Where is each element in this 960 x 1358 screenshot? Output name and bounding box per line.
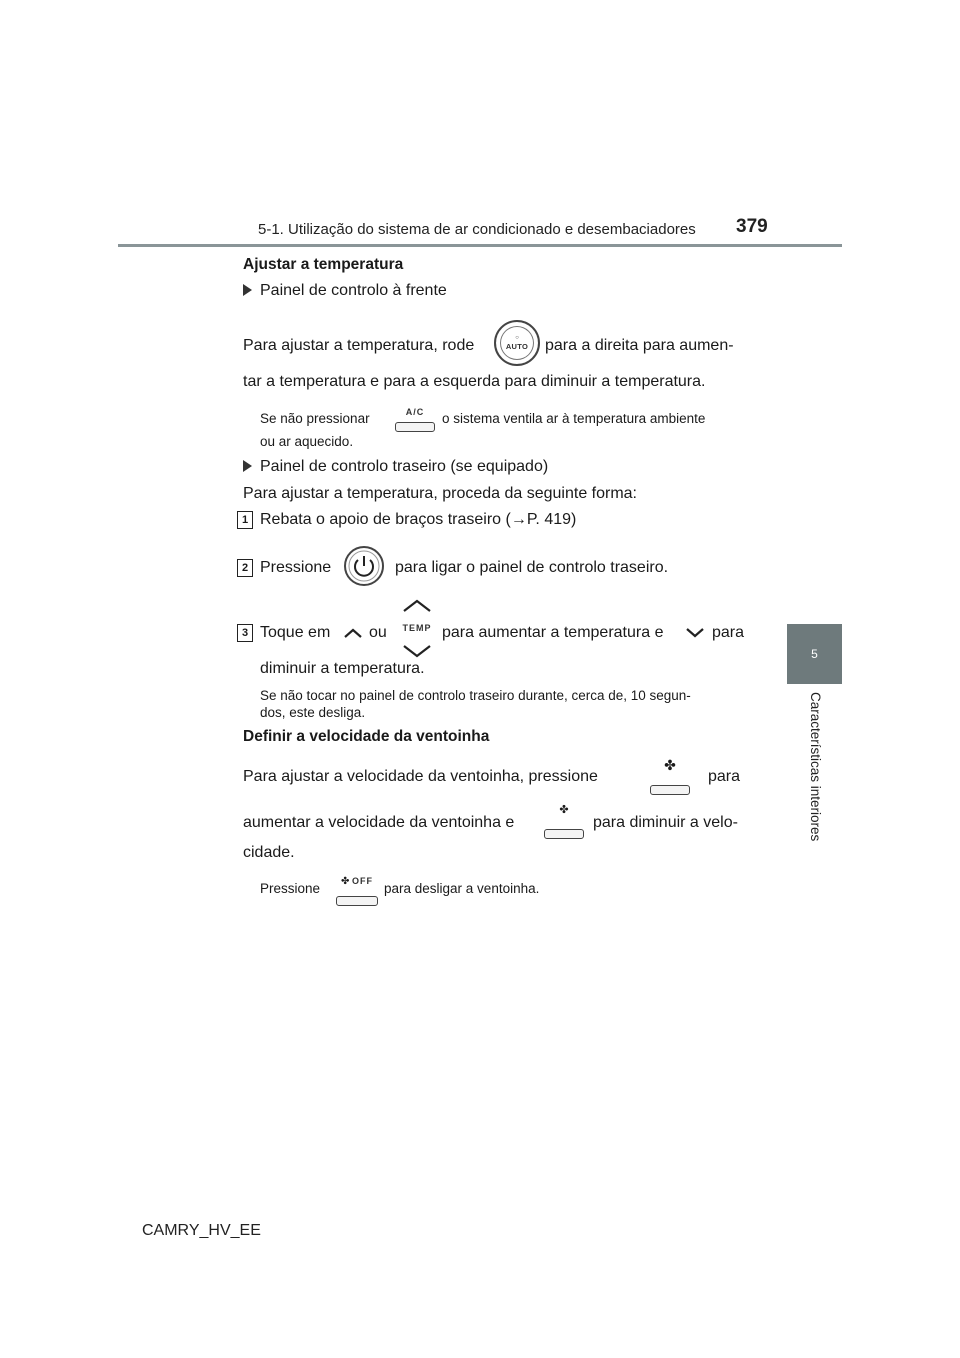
step-3-text-c: para aumentar a temperatura e (442, 624, 664, 641)
fan-line1-b: para (708, 768, 741, 785)
fan-down-button-icon (544, 803, 584, 841)
fan-icon: ✤ (664, 757, 676, 773)
step-3-text-d: para (712, 624, 745, 641)
temp-label: TEMP (402, 623, 432, 633)
fan-line3: cidade. (243, 844, 295, 861)
front-line2: tar a temperatura e para a esquerda para diminuir a temperatura. (243, 373, 706, 390)
knob-label: AUTO (505, 342, 529, 351)
note-rear-line1: Se não tocar no painel de controlo traseiro durante, cerca de, 10 segun- (260, 688, 691, 703)
power-button-icon (343, 545, 385, 587)
front-line1-b: para a direita para aumen- (545, 337, 734, 354)
chapter-title: Características interiores (808, 692, 823, 842)
step-1-text: Rebata o apoio de braços traseiro (→P. 419) (260, 511, 577, 528)
rear-intro: Para ajustar a temperatura, proceda da seguinte forma: (243, 485, 637, 502)
fan-off-button-bar (336, 896, 378, 906)
note-fan-b: para desligar a ventoinha. (384, 881, 540, 896)
fan-off-fan-icon: ✤ (341, 876, 350, 887)
fan-off-label: OFF (351, 876, 373, 886)
step-3-text-b: ou (369, 624, 387, 641)
auto-knob-icon (494, 320, 540, 366)
bullet-arrow-icon (243, 460, 252, 472)
fan-line2-b: para diminuir a velo- (593, 814, 738, 831)
section-title: 5-1. Utilização do sistema de ar condicionado e desembaciadores (258, 221, 696, 238)
fan-up-button-bar (650, 785, 690, 795)
chapter-tab: 5 (787, 624, 842, 684)
ac-button-icon (395, 407, 435, 435)
note-rear-line2: dos, este desliga. (260, 705, 366, 720)
note-ac-a: Se não pressionar (260, 411, 370, 426)
note-ac-c: ou ar aquecido. (260, 434, 354, 449)
bullet-front-text: Painel de controlo à frente (260, 282, 447, 299)
bullet-front-panel (243, 282, 447, 300)
fan-small-icon: ✤ (559, 804, 569, 816)
chevron-up-icon (342, 626, 364, 645)
ac-button-bar (395, 422, 435, 432)
model-code: CAMRY_HV_EE (142, 1222, 261, 1239)
step-3-text-a: Toque em (260, 624, 331, 641)
heading-fan: Definir a velocidade da ventoinha (243, 728, 490, 745)
temp-chevron-up-icon (398, 598, 436, 614)
chevron-down-icon (684, 626, 706, 645)
step-1-badge: 1 (237, 511, 253, 529)
bullet-rear-panel (243, 458, 548, 476)
step-2-text-b: para ligar o painel de controlo traseiro. (395, 559, 669, 576)
temp-control-icon (398, 598, 436, 660)
fan-line1-a: Para ajustar a velocidade da ventoinha, pressione (243, 768, 598, 785)
fan-line2-a: aumentar a velocidade da ventoinha e (243, 814, 515, 831)
note-fan-a: Pressione (260, 881, 321, 896)
step-3-line2: diminuir a temperatura. (260, 660, 425, 677)
fan-down-button-bar (544, 829, 584, 839)
fan-up-button-icon (650, 757, 690, 795)
front-line1-a: Para ajustar a temperatura, rode (243, 337, 475, 354)
bullet-rear-text: Painel de controlo traseiro (se equipado) (260, 458, 549, 475)
step-2-text-a: Pressione (260, 559, 332, 576)
ac-button-label: A/C (405, 407, 425, 417)
step-2-badge: 2 (237, 559, 253, 577)
heading-temperature: Ajustar a temperatura (243, 256, 404, 273)
knob-indicator-icon: ○ (515, 335, 519, 341)
note-ac-b: o sistema ventila ar à temperatura ambiente (442, 411, 706, 426)
header-divider (118, 244, 842, 247)
page-number: 379 (736, 216, 768, 237)
fan-off-button-icon (336, 875, 378, 905)
fan-off-label-row (336, 875, 378, 888)
temp-chevron-down-icon (398, 643, 436, 659)
bullet-arrow-icon (243, 284, 252, 296)
step-3-badge: 3 (237, 624, 253, 642)
